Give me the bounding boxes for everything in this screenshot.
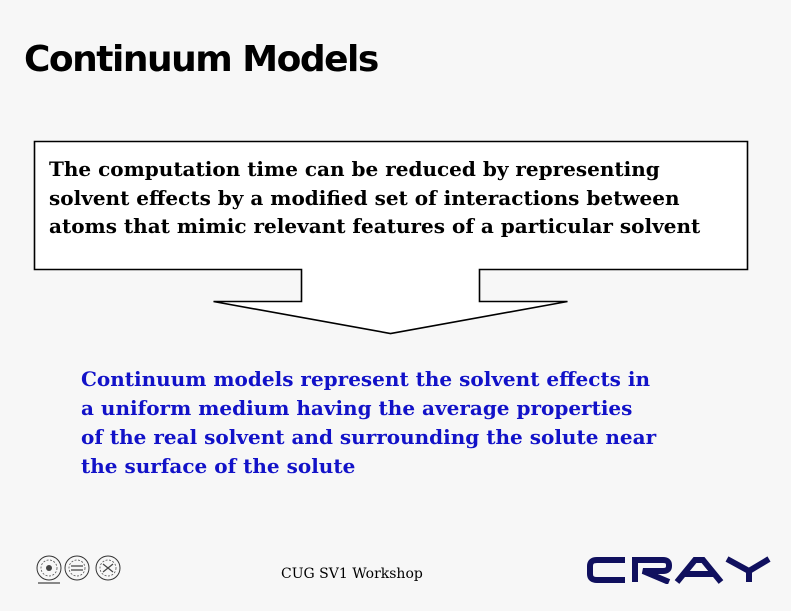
description-line: a uniform medium having the average properties: [81, 396, 633, 420]
sponsor-seals: [34, 552, 128, 586]
continuum-description: [81, 365, 701, 481]
seal-icon: [65, 556, 89, 580]
footer-text: CUG SV1 Workshop: [281, 566, 423, 582]
cray-logo: [587, 556, 771, 584]
callout-line: The computation time can be reduced by representing: [49, 157, 660, 181]
description-line: the surface of the solute: [81, 454, 356, 478]
callout-line: atoms that mimic relevant features of a particular solvent: [49, 214, 701, 238]
callout-line: solvent effects by a modified set of interactions between: [49, 185, 680, 210]
seal-icon: [37, 556, 61, 580]
callout-text: [49, 155, 739, 241]
description-line: of the real solvent and surrounding the solute near: [81, 425, 657, 449]
page-title: Continuum Models: [24, 39, 378, 80]
seal-icon: [96, 556, 120, 580]
description-line: Continuum models represent the solvent effects in: [81, 367, 651, 391]
